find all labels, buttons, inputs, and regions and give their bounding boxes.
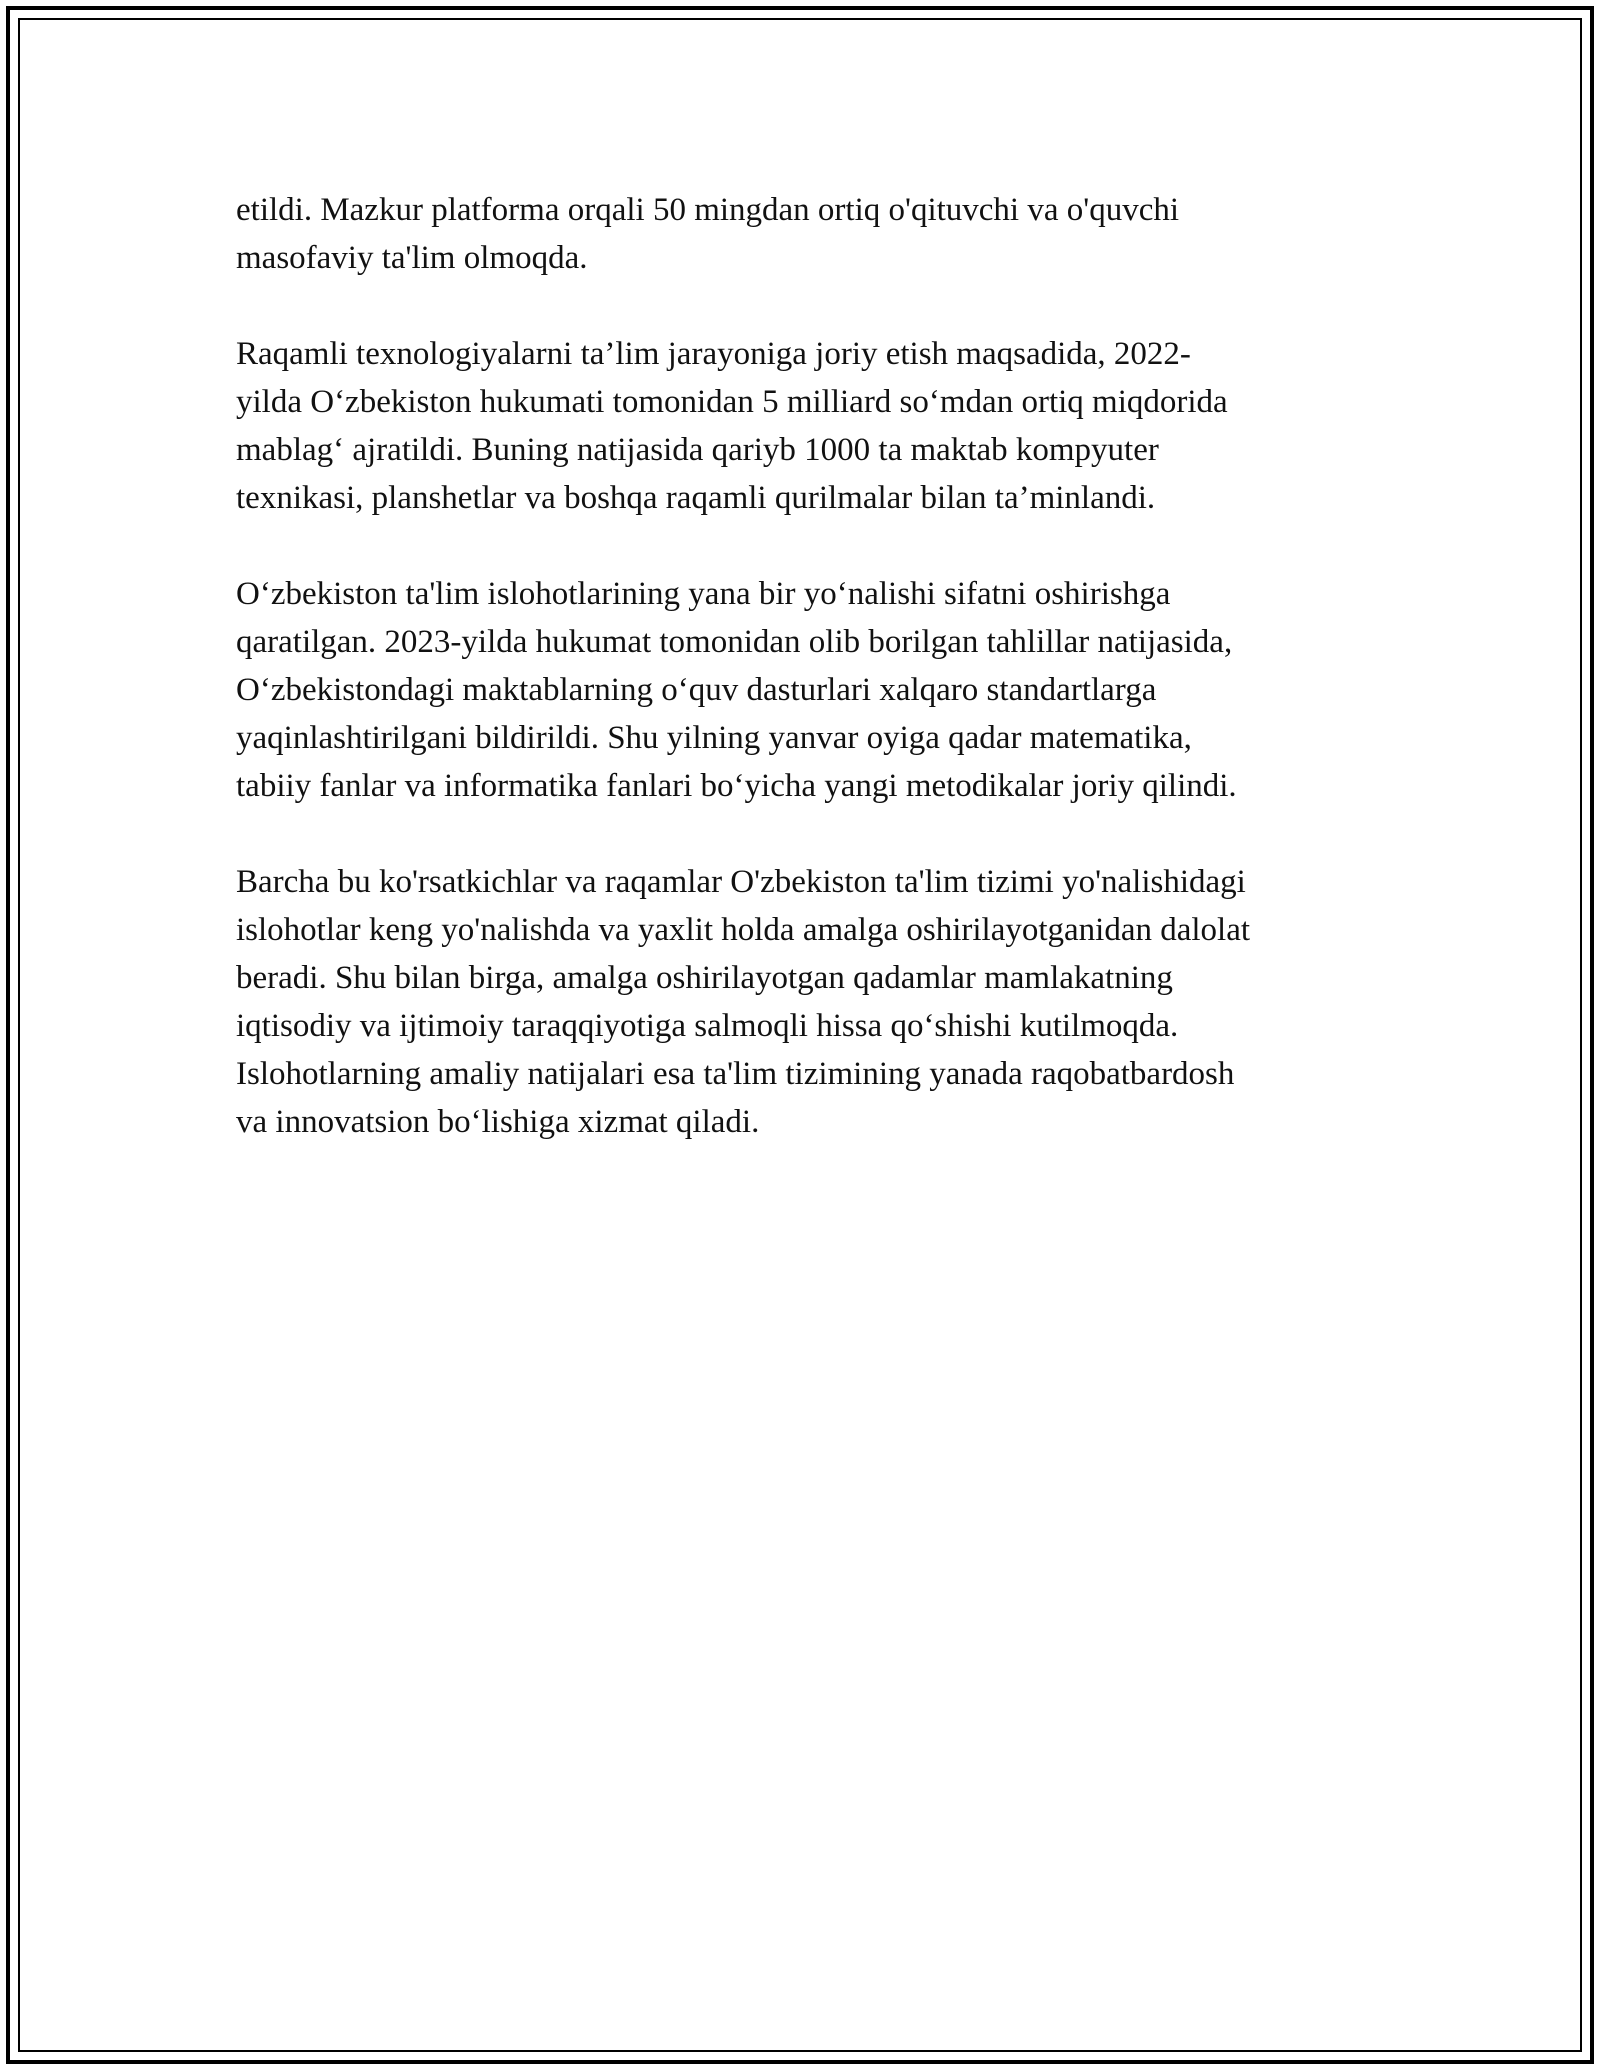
text-line: etildi. Mazkur platforma orqali 50 mingdan ortiq o'qituvchi va o'quvchi — [236, 192, 1180, 228]
paragraph-quality-reforms — [236, 570, 1376, 810]
paragraph-conclusion — [236, 858, 1376, 1146]
text-line: Barcha bu ko'rsatkichlar va raqamlar O'zbekiston ta'lim tizimi yo'nalishidagi — [236, 864, 1246, 900]
text-line: yaqinlashtirilgani bildirildi. Shu yilning yanvar oyiga qadar matematika, — [236, 720, 1192, 756]
text-line: beradi. Shu bilan birga, amalga oshirilayotgan qadamlar mamlakatning — [236, 960, 1173, 996]
text-line: qaratilgan. 2023-yilda hukumat tomonidan olib borilgan tahlillar natijasida, — [236, 624, 1233, 660]
paragraph-online-platform — [236, 186, 1376, 282]
text-line: masofaviy ta'lim olmoqda. — [236, 240, 588, 276]
text-line: mablag‘ ajratildi. Buning natijasida qariyb 1000 ta maktab kompyuter — [236, 432, 1159, 468]
text-line: yilda O‘zbekiston hukumati tomonidan 5 milliard so‘mdan ortiq miqdorida — [236, 384, 1228, 420]
text-line: islohotlar keng yo'nalishda va yaxlit holda amalga oshirilayotganidan dalolat — [236, 912, 1251, 948]
text-line: tabiiy fanlar va informatika fanlari bo‘yicha yangi metodikalar joriy qilindi. — [236, 768, 1237, 804]
text-line: iqtisodiy va ijtimoiy taraqqiyotiga salmoqli hissa qo‘shishi kutilmoqda. — [236, 1008, 1179, 1044]
text-line: texnikasi, planshetlar va boshqa raqamli qurilmalar bilan ta’minlandi. — [236, 480, 1156, 516]
paragraph-digital-technologies — [236, 330, 1376, 522]
document-body — [236, 186, 1376, 1194]
text-line: Raqamli texnologiyalarni ta’lim jarayoniga joriy etish maqsadida, 2022- — [236, 336, 1191, 372]
text-line: Islohotlarning amaliy natijalari esa ta'lim tizimining yanada raqobatbardosh — [236, 1056, 1235, 1092]
text-line: va innovatsion bo‘lishiga xizmat qiladi. — [236, 1104, 760, 1140]
text-line: O‘zbekistondagi maktablarning o‘quv dasturlari xalqaro standartlarga — [236, 672, 1157, 708]
text-line: O‘zbekiston ta'lim islohotlarining yana bir yo‘nalishi sifatni oshirishga — [236, 576, 1171, 612]
